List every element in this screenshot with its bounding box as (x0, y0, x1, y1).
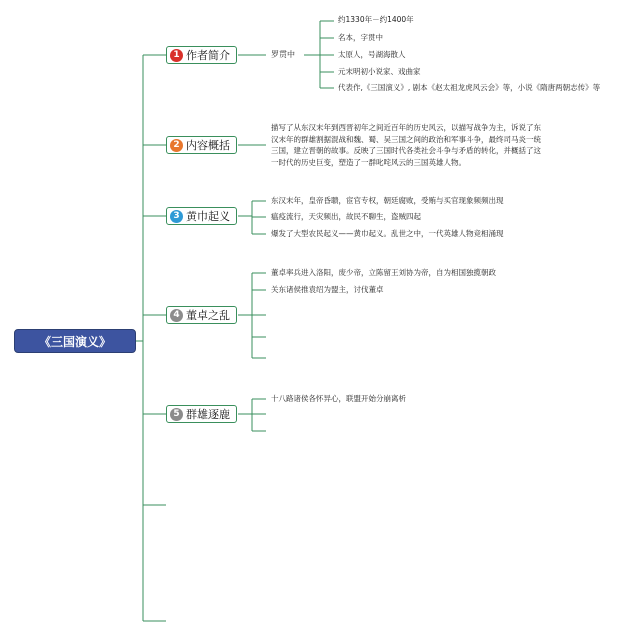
author-name: 罗贯中 (271, 50, 295, 59)
author-fact-4: 元末明初小说家、戏曲家 (338, 67, 421, 76)
topic-summary[interactable] (166, 136, 237, 154)
author-fact-2: 名本，字贯中 (338, 33, 383, 42)
dongzhuo-item-2: 关东诸侯推袁绍为盟主，讨伐董卓 (271, 285, 384, 294)
yellow-turban-item-1: 东汉末年，皇帝昏聩，宦官专权，朝廷腐败，受贿与买官现象频频出现 (271, 196, 504, 205)
topic-yellow-turban-label: 黄巾起义 (186, 210, 230, 223)
root-node[interactable] (14, 329, 136, 353)
topic-summary-label: 内容概括 (186, 139, 230, 152)
number-badge-3: 3 (170, 210, 183, 223)
topic-author-label: 作者简介 (186, 49, 230, 62)
topic-dongzhuo[interactable] (166, 306, 237, 324)
author-fact-1: 约1330年－约1400年 (338, 15, 414, 24)
number-badge-1: 1 (170, 49, 183, 62)
dongzhuo-item-1: 董卓率兵进入洛阳，废少帝，立陈留王刘协为帝，自为相国独揽朝政 (271, 268, 496, 277)
topic-dongzhuo-label: 董卓之乱 (186, 309, 230, 322)
topic-yellow-turban[interactable] (166, 207, 237, 225)
number-badge-2: 2 (170, 139, 183, 152)
topic-warlords[interactable] (166, 405, 237, 423)
root-label: 《三国演义》 (38, 334, 111, 349)
topic-warlords-label: 群雄逐鹿 (186, 408, 230, 421)
number-badge-5: 5 (170, 408, 183, 421)
number-badge-4: 4 (170, 309, 183, 322)
yellow-turban-item-3: 爆发了大型农民起义——黄巾起义。乱世之中，一代英雄人物竞相涌现 (271, 229, 504, 238)
author-fact-3: 太原人，号湖海散人 (338, 50, 406, 59)
yellow-turban-item-2: 瘟疫流行，天灾频出，故民不聊生，盗贼四起 (271, 212, 421, 221)
author-fact-5: 代表作,《三国演义》, 剧本《赵太祖龙虎风云会》等，小说《隋唐两朝志传》等 (338, 83, 601, 92)
topic-author[interactable] (166, 46, 237, 64)
warlords-item-1: 十八路诸侯各怀异心，联盟开始分崩离析 (271, 394, 406, 403)
summary-text: 描写了从东汉末年到西晋初年之间近百年的历史风云，以描写战争为主，诉说了东汉末年的群雄割据混战和魏、蜀、吴三国之间的政治和军事斗争，最终司马炎一统三国，建立晋朝的故事。反映了三国时代各类社会斗争与矛盾的转化，并概括了这一时代的历史巨变，塑造了一群叱咤风云的三国英雄人物。 (271, 123, 541, 167)
